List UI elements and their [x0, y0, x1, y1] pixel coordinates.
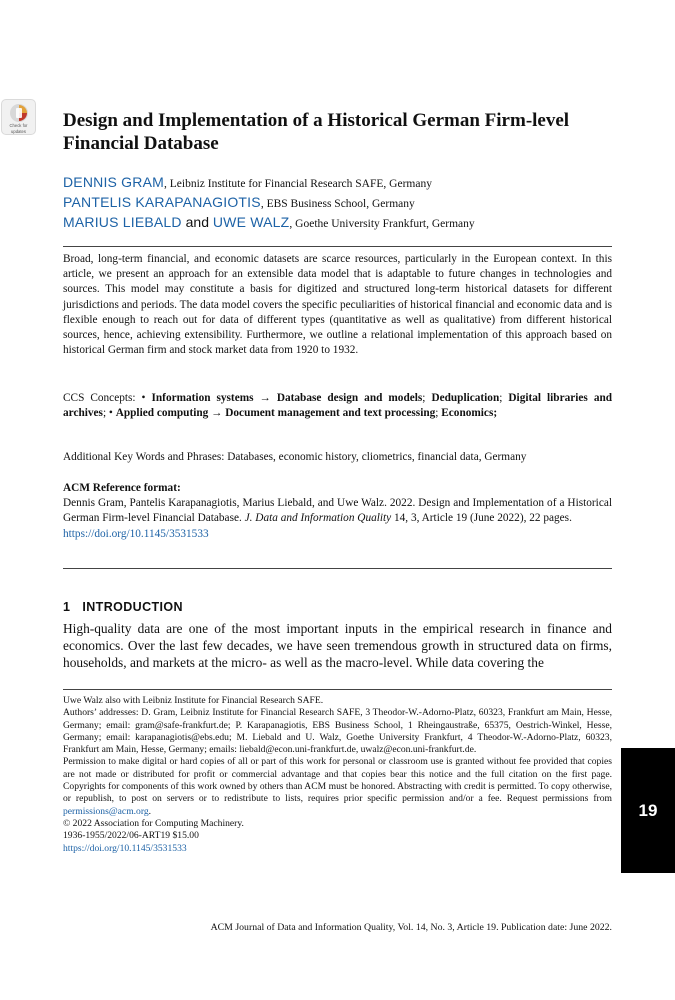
- ccs-separator: ;: [499, 392, 509, 404]
- footnote-doi-link[interactable]: https://doi.org/10.1145/3531533: [63, 842, 187, 854]
- ccs-prefix: CCS Concepts: •: [63, 392, 152, 404]
- acm-reference-text: 14, 3, Article 19 (June 2022), 22 pages.: [391, 512, 572, 525]
- ccs-concept: Deduplication: [431, 392, 500, 404]
- section-number: 1: [63, 600, 71, 614]
- badge-label-line2: updates: [11, 128, 26, 134]
- ccs-separator: ; •: [102, 407, 116, 420]
- author-line: [63, 173, 623, 193]
- abstract: Broad, long-term financial, and economic datasets are scarce resources, particularly in the European context. In this article, we present an approach for an extensible data model that is adaptable to future changes in technologies and sources. This model may constitute a basis for digitized and structured long-term historical datasets for different jurisdictions and periods. The data model covers the specific peculiarities of historical financial and economic data and is flexible enough to reach out for data of different types (quantitative as well as qualitative) from different historical sources, hence, achieving extensibility. Furthermore, we outline a relational implementation of this approach based on historical German firm and stock market data from 1920 to 1932.: [63, 253, 612, 357]
- badge-label-line1: Check for: [9, 123, 28, 128]
- acm-reference-text: Dennis Gram, Pantelis Karapanagiotis, Marius Liebald, and Uwe Walz. 2022. Design and Implementation of a Historical German Firm-level Financial Database.: [63, 497, 612, 525]
- footnote-addresses: Authors’ addresses: D. Gram, Leibniz Institute for Financial Research SAFE, 3 Theodor-W.-Adorno-Platz, 60323, Frankfurt am Main, Hesse, Germany; email: gram@safe-frankfurt.de; P. Karapanagiotis, EBS Business School, 1 Rheingaustraße, 65375, Oestrich-Winkel, Hesse, Germany; email: karapanagiotis@ebs.edu; M. Liebald and U. Walz, Goethe University Frankfurt, 4 Theodor-W.-Adorno-Platz, 60323, Frankfurt am Main, Hesse, Germany; emails: liebald@econ.uni-frankfurt.de, uwalz@econ.uni-frankfurt.de.: [63, 707, 612, 756]
- article-number-tab: 19: [621, 748, 675, 873]
- author-affiliation: , Leibniz Institute for Financial Research SAFE, Germany: [164, 178, 432, 190]
- intro-paragraph: High-quality data are one of the most important inputs in the empirical research in finance and economics. Over the last few decades, we have seen tremendous growth in structured data on firms, households, and markets at the micro- as well as the macro-level. While data covering the: [63, 621, 612, 670]
- ccs-concepts: [63, 391, 612, 421]
- doi-link[interactable]: https://doi.org/10.1145/3531533: [63, 527, 209, 540]
- author-name[interactable]: PANTELIS KARAPANAGIOTIS: [63, 194, 261, 210]
- footnote-affiliation: Uwe Walz also with Leibniz Institute for Financial Research SAFE.: [63, 695, 324, 706]
- author-joiner: and: [181, 214, 213, 230]
- permission-text: Permission to make digital or hard copies of all or part of this work for personal or classroom use is granted without fee provided that copies are not made or distributed for profit or commercial advantage and that copies bear this notice and the full citation on the first page. Copyrights for components of this work owned by others than ACM must be honored. Abstracting with credit is permitted. To copy otherwise, or republish, to post on servers or to redistribute to lists, requires prior specific permission and/or a fee. Request permissions from: [63, 756, 612, 805]
- ccs-concept: Database design and models: [276, 392, 423, 404]
- section-title: INTRODUCTION: [82, 600, 183, 614]
- ccs-concept: Applied computing: [115, 407, 209, 420]
- acm-reference: [63, 481, 612, 542]
- journal-name: J. Data and Information Quality: [244, 512, 392, 525]
- check-for-updates-icon: [9, 103, 29, 123]
- divider: [63, 568, 612, 569]
- author-name[interactable]: MARIUS LIEBALD: [63, 214, 182, 230]
- permission-text-end: .: [148, 805, 152, 817]
- paper-title: Design and Implementation of a Historical German Firm-level Financial Database: [63, 110, 570, 154]
- author-affiliation: , Goethe University Frankfurt, Germany: [289, 218, 475, 230]
- ccs-concept: Economics;: [441, 407, 498, 420]
- author-name[interactable]: UWE WALZ: [212, 214, 290, 230]
- ccs-concept: Document management and text processing: [225, 407, 436, 420]
- footnote-permission: [63, 756, 612, 817]
- author-list: [63, 173, 623, 233]
- footnotes: [63, 695, 612, 855]
- author-name[interactable]: DENNIS GRAM: [63, 174, 164, 190]
- ccs-concept: Digital libraries and archives: [63, 392, 613, 420]
- author-line: [63, 213, 623, 233]
- ccs-arrow: →: [253, 392, 277, 404]
- acm-reference-body: [63, 496, 612, 526]
- ccs-separator: ;: [422, 392, 432, 404]
- permissions-email-link[interactable]: permissions@acm.org: [63, 805, 149, 817]
- ccs-separator: ;: [435, 407, 442, 420]
- issn-line: 1936-1955/2022/06-ART19 $15.00: [63, 830, 199, 842]
- page-footer: ACM Journal of Data and Information Quality, Vol. 14, No. 3, Article 19. Publication date: June 2022.: [210, 922, 612, 933]
- copyright-line: © 2022 Association for Computing Machinery.: [63, 817, 244, 829]
- author-line: [63, 193, 623, 213]
- check-for-updates-badge[interactable]: [1, 99, 36, 135]
- keywords: Additional Key Words and Phrases: Databases, economic history, cliometrics, financial data, Germany: [63, 451, 527, 463]
- ccs-concept: Information systems: [151, 392, 254, 404]
- divider: [63, 689, 612, 690]
- acm-reference-heading: ACM Reference format:: [63, 482, 181, 494]
- divider: [63, 246, 612, 247]
- ccs-arrow: →: [208, 407, 226, 420]
- author-affiliation: , EBS Business School, Germany: [260, 198, 415, 210]
- section-heading: [63, 600, 183, 614]
